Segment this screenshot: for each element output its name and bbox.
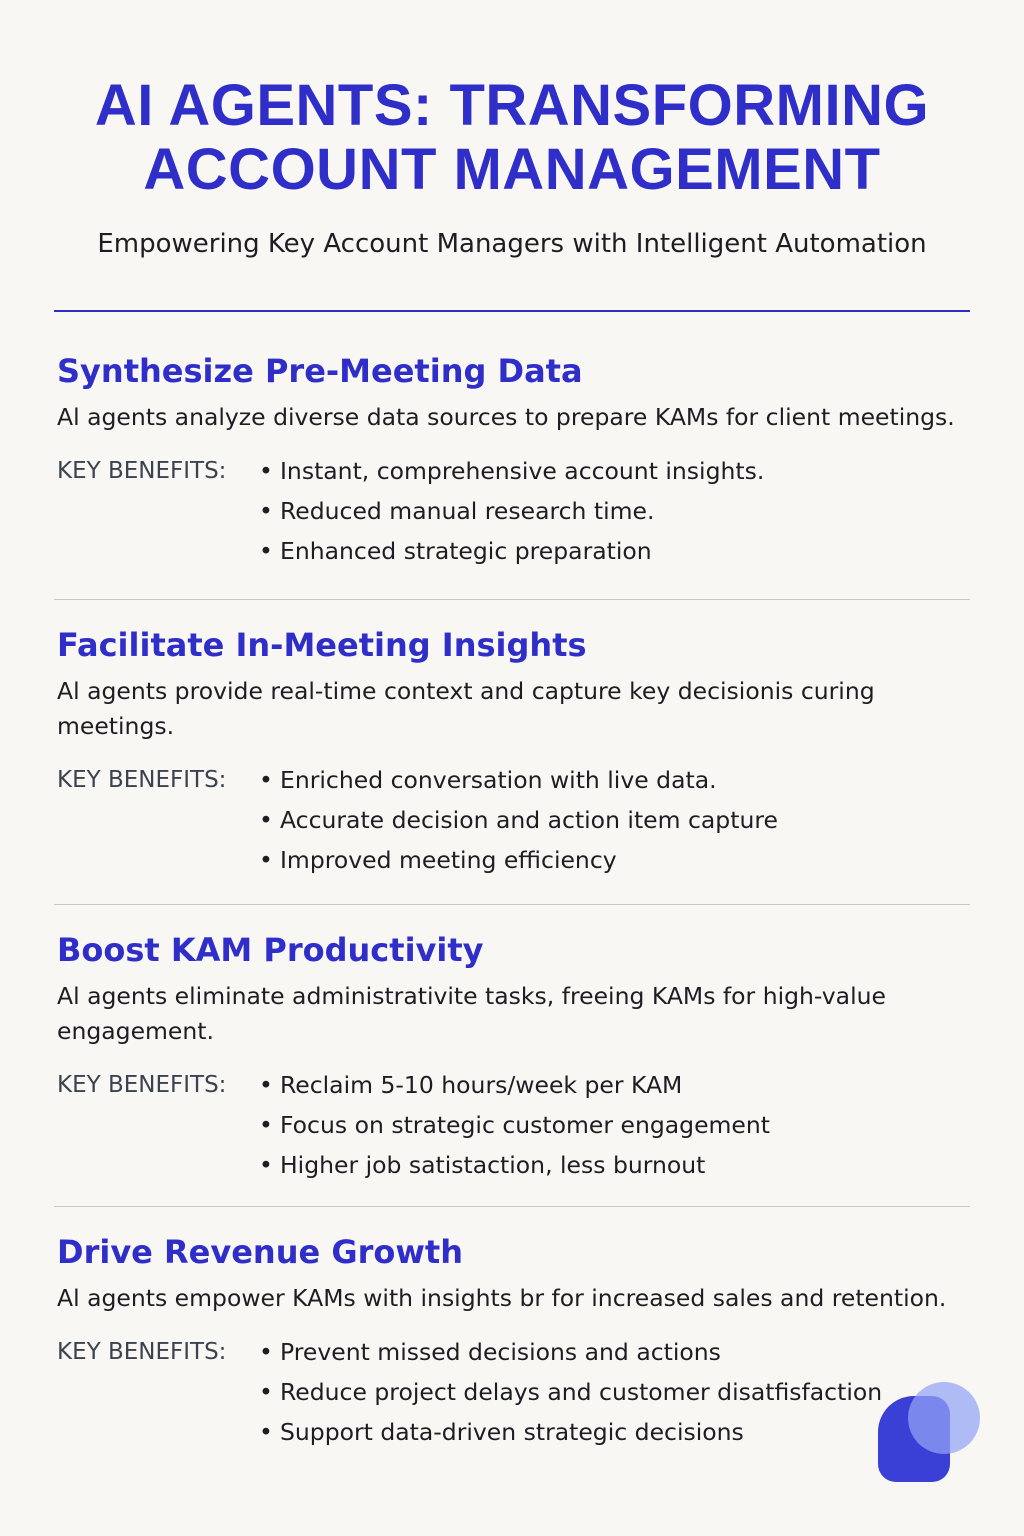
benefit-item: • Reduce project delays and customer disatfisfaction [259,1372,882,1412]
benefits-list [259,1332,882,1452]
benefit-item: • Enhanced strategic preparation [259,531,764,571]
benefits-block [57,451,977,571]
page-title [40,74,984,202]
benefit-item: • Accurate decision and action item capture [259,800,778,840]
benefit-item: • Prevent missed decisions and actions [259,1332,882,1372]
page-subtitle: Empowering Key Account Managers with Intelligent Automation [97,229,927,259]
section-divider [54,599,970,600]
benefit-item: • Enriched conversation with live data. [259,760,778,800]
section-divider [54,1206,970,1207]
section-title: Synthesize Pre-Meeting Data [57,352,583,390]
section-title: Boost KAM Productivity [57,931,484,969]
section-revenue-growth [57,1233,977,1452]
benefits-list [259,451,764,571]
benefit-item: • Instant, comprehensive account insights. [259,451,764,491]
section-description: Al agents empower KAMs with insights br for increased sales and retention. [57,1284,947,1312]
overlapping-circles-logo-icon [876,1380,982,1484]
benefit-item: • Reduced manual research time. [259,491,764,531]
benefits-label: KEY BENEFITS: [57,767,227,793]
page-title-line-1: AI AGENTS: TRANSFORMING [94,73,930,138]
benefits-block [57,1332,977,1452]
benefits-block [57,1065,977,1185]
benefit-item: • Support data-driven strategic decisions [259,1412,882,1452]
section-title: Drive Revenue Growth [57,1233,463,1271]
benefits-label: KEY BENEFITS: [57,458,227,484]
benefit-item: • Improved meeting efficiency [259,840,778,880]
section-description: Al agents analyze diverse data sources to prepare KAMs for client meetings. [57,403,955,431]
title-divider [54,310,970,312]
section-title: Facilitate In-Meeting Insights [57,626,587,664]
benefits-list [259,760,778,880]
benefits-label: KEY BENEFITS: [57,1339,227,1365]
page-title-line-2: ACCOUNT MANAGEMENT [143,137,881,202]
benefit-item: • Focus on strategic customer engagement [259,1105,770,1145]
benefits-block [57,760,977,880]
section-divider [54,904,970,905]
section-pre-meeting-data [57,352,977,571]
benefits-label: KEY BENEFITS: [57,1072,227,1098]
benefit-item: • Reclaim 5-10 hours/week per KAM [259,1065,770,1105]
benefits-list [259,1065,770,1185]
section-in-meeting-insights [57,626,977,880]
benefit-item: • Higher job satistaction, less burnout [259,1145,770,1185]
section-kam-productivity [57,931,977,1185]
section-description: Al agents provide real-time context and capture key decisionis curing meetings. [57,677,875,740]
section-description: Al agents eliminate administrativite tasks, freeing KAMs for high-value engagement. [57,982,886,1045]
